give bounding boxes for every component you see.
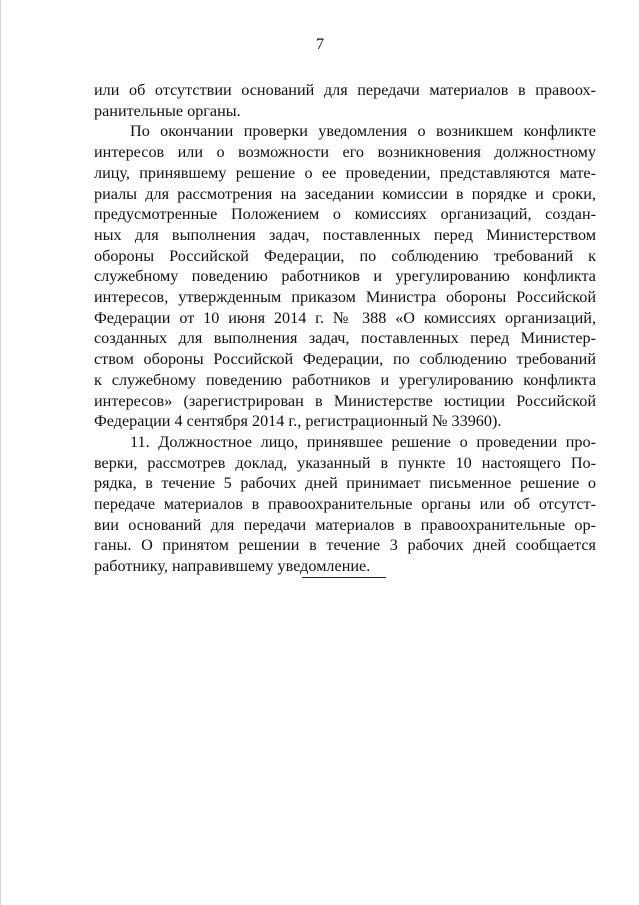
text-line: вии оснований для передачи материалов в правоохранительные ор- <box>94 515 596 534</box>
document-body <box>94 80 596 577</box>
page-number: 7 <box>316 36 324 53</box>
text-line: 11. Должностное лицо, принявшее решение о проведении про- <box>130 432 596 451</box>
paragraph-1 <box>94 80 596 121</box>
end-separator-line <box>302 577 386 578</box>
text-line: ранительные органы. <box>94 101 241 120</box>
text-line: ством обороны Российской Федерации, по соблюдению требований <box>94 350 596 369</box>
text-line: риалы для рассмотрения на заседании комиссии в порядке и сроки, <box>94 184 596 203</box>
text-line: По окончании проверки уведомления о возникшем конфликте <box>130 122 596 141</box>
text-line: лицу, принявшему решение о ее проведении, представляются мате- <box>94 163 596 182</box>
text-line: Федерации 4 сентября 2014 г., регистрационный № 33960). <box>94 412 502 431</box>
text-line: к служебному поведению работников и урегулированию конфликта <box>94 370 596 389</box>
text-line: ганы. О принятом решении в течение 3 рабочих дней сообщается <box>94 536 596 555</box>
text-line: интересов, утвержденным приказом Министра обороны Российской <box>94 288 596 307</box>
paragraph-2 <box>94 121 596 432</box>
text-line: предусмотренные Положением о комиссиях организаций, создан- <box>94 205 596 224</box>
text-line: обороны Российской Федерации, по соблюдению требований к <box>94 246 596 265</box>
text-line: интересов или о возможности его возникновения должностному <box>94 143 596 162</box>
text-line: интересов» (зарегистрирован в Министерстве юстиции Российской <box>94 391 596 410</box>
text-line: служебному поведению работников и урегулированию конфликта <box>94 267 596 286</box>
text-line: ных для выполнения задач, поставленных перед Министерством <box>94 225 596 244</box>
text-line: передаче материалов в правоохранительные органы или об отсутст- <box>94 495 596 514</box>
text-line: верки, рассмотрев доклад, указанный в пункте 10 настоящего По- <box>94 453 596 472</box>
text-line: Федерации от 10 июня 2014 г. № 388 «О комиссиях организаций, <box>94 308 596 327</box>
text-line: или об отсутствии оснований для передачи материалов в правоох- <box>94 81 596 99</box>
text-line: созданных для выполнения задач, поставленных перед Министер- <box>94 329 596 348</box>
text-line: рядка, в течение 5 рабочих дней принимает письменное решение о <box>94 474 596 493</box>
paragraph-3 <box>94 432 596 577</box>
text-line: работнику, направившему уведомление. <box>94 557 371 576</box>
